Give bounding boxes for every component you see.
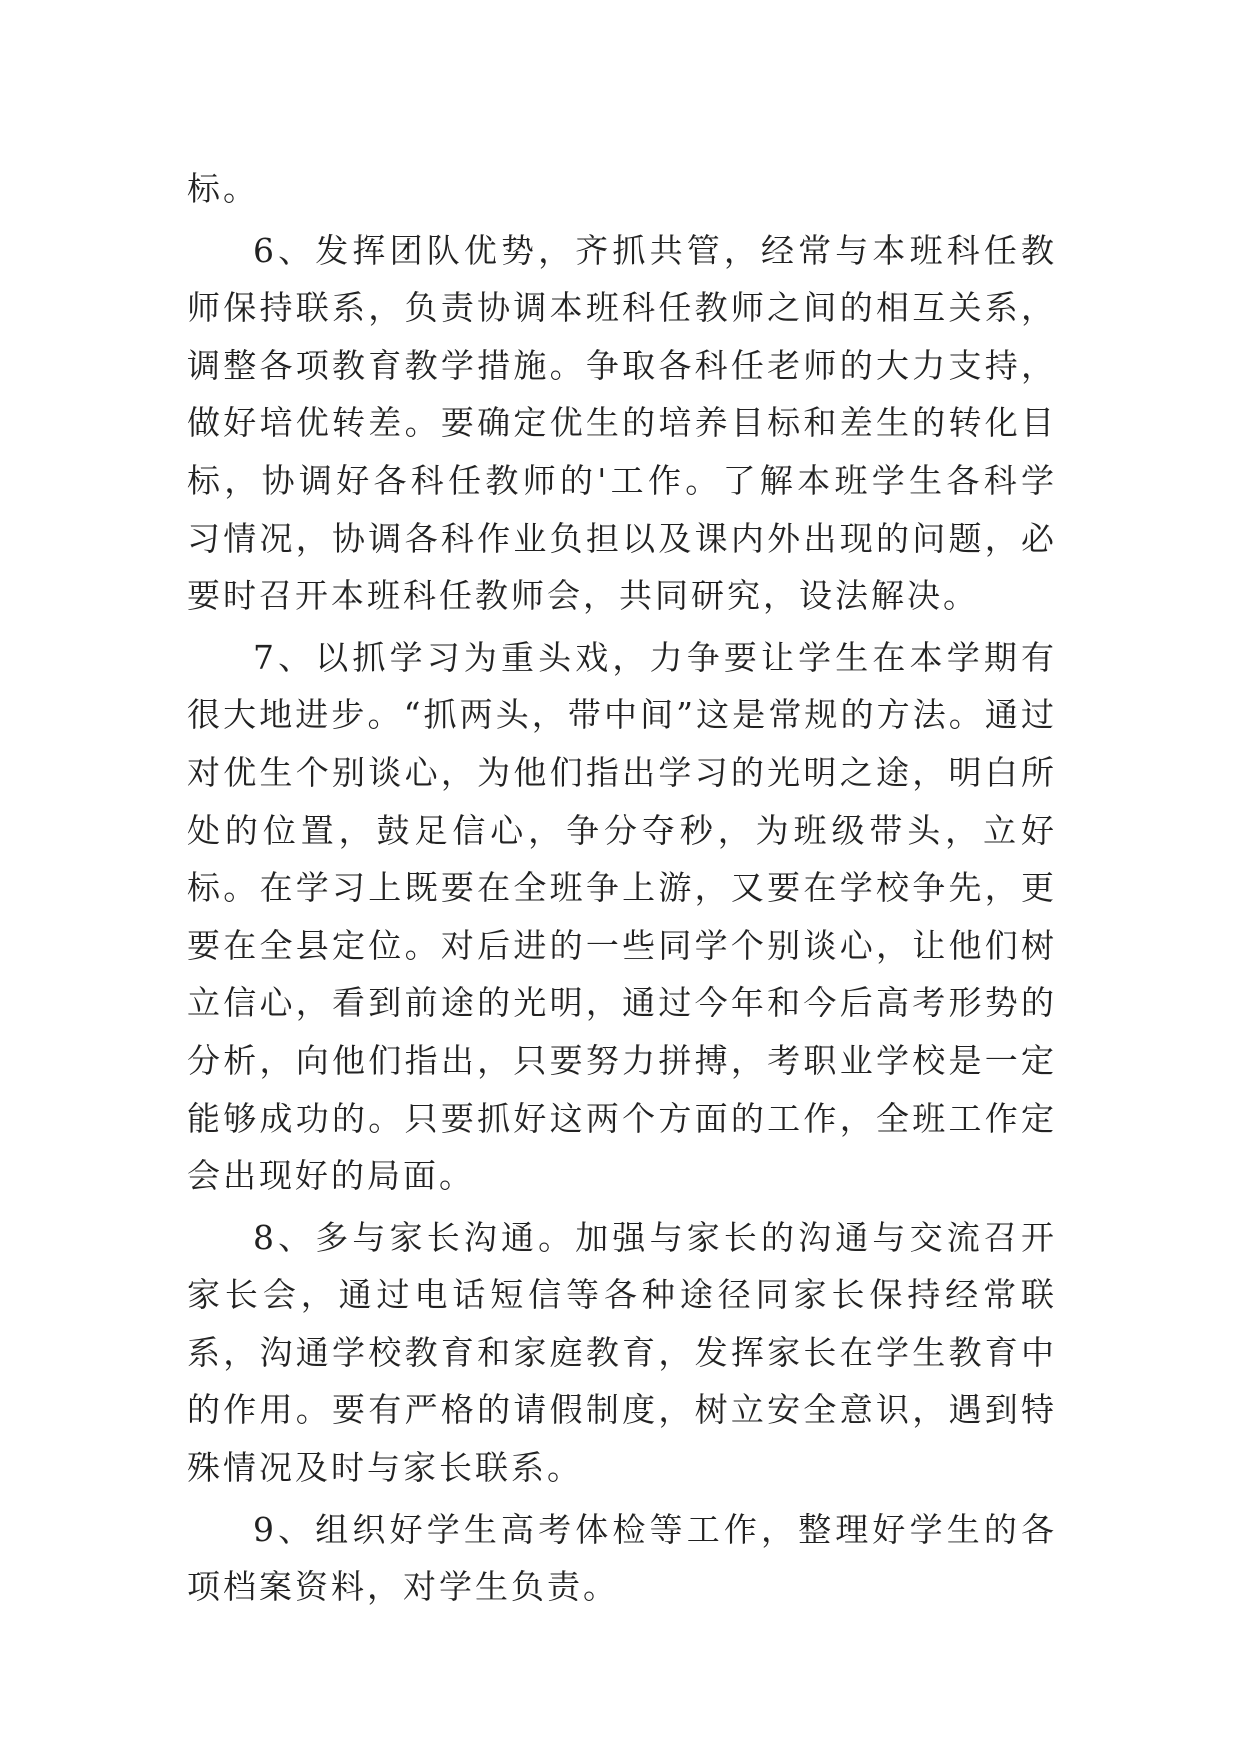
document-body [187, 160, 1057, 1616]
paragraph-item-9: 9、组织好学生高考体检等工作，整理好学生的各项档案资料，对学生负责。 [187, 1509, 1057, 1607]
paragraph-item-6: 6、发挥团队优势，齐抓共管，经常与本班科任教师保持联系，负责协调本班科任教师之间的相互关系，调整各项教育教学措施。争取各科任老师的大力支持，做好培优转差。要确定优生的培养目标和差生的转化目标，协调好各科任教师的'工作。了解本班学生各科学习情况，协调各科作业负担以及课内外出现的问题，必要时召开本班科任教师会，共同研究，设法解决。 [187, 230, 1057, 616]
paragraph-item-7: 7、以抓学习为重头戏，力争要让学生在本学期有很大地进步。“抓两头，带中间”这是常规的方法。通过对优生个别谈心，为他们指出学习的光明之途，明白所处的位置，鼓足信心，争分夺秒，为班级带头，立好标。在学习上既要在全班争上游，又要在学校争先，更要在全县定位。对后进的一些同学个别谈心，让他们树立信心，看到前途的光明，通过今年和今后高考形势的分析，向他们指出，只要努力拼搏，考职业学校是一定能够成功的。只要抓好这两个方面的工作，全班工作定会出现好的局面。 [187, 637, 1057, 1196]
paragraph-item-8: 8、多与家长沟通。加强与家长的沟通与交流召开家长会，通过电话短信等各种途径同家长保持经常联系，沟通学校教育和家庭教育，发挥家长在学生教育中的作用。要有严格的请假制度，树立安全意识，遇到特殊情况及时与家长联系。 [187, 1217, 1057, 1488]
paragraph-continuation: 标。 [187, 169, 259, 208]
